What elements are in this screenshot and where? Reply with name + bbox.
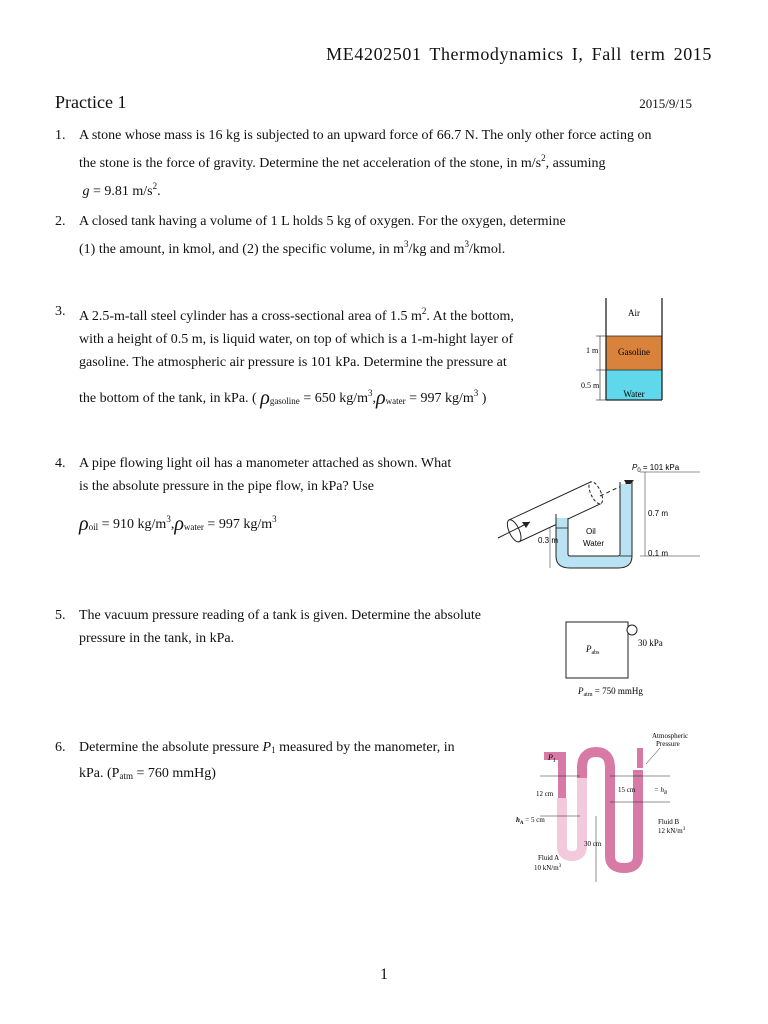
q2-line1: A closed tank having a volume of 1 L holds 5 kg of oxygen. For the oxygen, determine bbox=[79, 214, 566, 229]
q1-line2: the stone is the force of gravity. Determine the net acceleration of the stone, in m/s bbox=[79, 156, 542, 171]
height-01m: 0.1 m bbox=[648, 549, 669, 558]
q1-line2-end: , assuming bbox=[545, 156, 606, 171]
atm-label-1: Atmospheric bbox=[652, 732, 689, 740]
question-number: 4. bbox=[55, 456, 66, 471]
question-number: 1. bbox=[55, 128, 66, 143]
q1-line3: = 9.81 m/s bbox=[89, 184, 153, 199]
height-15cm: 15 cm bbox=[618, 786, 636, 794]
q6-line1: Determine the absolute pressure bbox=[79, 740, 263, 755]
rho-symbol: ρ bbox=[260, 387, 270, 409]
question-number: 5. bbox=[55, 608, 66, 623]
rho-symbol: ρ bbox=[174, 513, 184, 535]
rho-symbol: ρ bbox=[376, 387, 386, 409]
tank-figure bbox=[578, 298, 690, 410]
question-2: 2. A closed tank having a volume of 1 L holds 5 kg of oxygen. For the oxygen, determine (1) the amount, in kmol, and (2) the specific volume, in $m^3/kg$ and $m^3$/kmol. bbox=[55, 210, 735, 261]
page-date: 2015/9/15 bbox=[639, 96, 692, 111]
question-5 bbox=[55, 604, 535, 650]
air-label: Air bbox=[628, 308, 640, 318]
height-12cm: 12 cm bbox=[536, 790, 554, 798]
water-label: Water bbox=[623, 389, 645, 399]
patm-label: $P_{atm} = 750$ mmHg bbox=[578, 686, 643, 698]
q6-line2: kPa. (P bbox=[79, 766, 120, 781]
question-number: 3. bbox=[55, 304, 66, 319]
fluid-b-label: Fluid B bbox=[658, 818, 680, 826]
multi-fluid-manometer-figure bbox=[500, 728, 700, 888]
question-1: 1. A stone whose mass is 16 kg is subjected to an upward force of 66.7 N. The only other force acting on the stone is the force of gravity. Determine the net acceleration of the stone, in $m/s^2$, assuming g = 9.81 $m/s^2$. bbox=[55, 124, 735, 203]
page-title: Practice 1 bbox=[55, 92, 127, 112]
question-3: 3. A 2.5-m-tall steel cylinder has a cross-sectional area of 1.5 $m^2$. At the bottom, with a height of 0.5 m, is liquid water, on top of which is a 1-m-hight layer of gasoline. The atmospheric air pressure is 101 kPa. Determine the pressure at the bottom of the tank, in kPa. ( $\rho_{gasoline} = 650$ $kg/m^3,\rho_{water} = 997$ $kg/m^3$ ) bbox=[55, 300, 575, 413]
height-07m: 0.7 m bbox=[648, 509, 669, 518]
height-1m: 1 m bbox=[586, 346, 599, 355]
pipe-manometer-figure bbox=[490, 458, 700, 570]
q2-line2: (1) the amount, in kmol, and (2) the specific volume, in m bbox=[79, 242, 405, 257]
p1-label: $P_1$ bbox=[548, 753, 556, 764]
q1-line1: A stone whose mass is 16 kg is subjected to an upward force of 66.7 N. The only other force acting on bbox=[79, 128, 652, 143]
q3-line4: the bottom of the tank, in kPa. ( bbox=[79, 391, 257, 406]
page-number: 1 bbox=[380, 966, 388, 983]
pabs-label: $P_{abs}$ bbox=[586, 644, 600, 656]
gauge-reading: 30 kPa bbox=[638, 638, 663, 648]
q3-line2: with a height of 0.5 m, is liquid water, on top of which is a 1-m-hight layer of bbox=[79, 332, 514, 347]
ha-label: $h_A = 5$ cm bbox=[516, 816, 545, 826]
q4-line1: A pipe flowing light oil has a manometer attached as shown. What bbox=[79, 456, 452, 471]
fluid-a-weight: 10 $kN/m^3$ bbox=[534, 864, 562, 872]
height-03m: 0.3 m bbox=[538, 536, 559, 545]
question-6: 6. Determine the absolute pressure $P_1$ measured by the manometer, in kPa. ($P_{atm} = 760$ mmHg) bbox=[55, 736, 515, 788]
gauge-icon bbox=[627, 625, 637, 635]
course-header: ME4202501 Thermodynamics I, Fall term 2015 bbox=[326, 44, 712, 64]
question-number: 6. bbox=[55, 740, 66, 755]
q5-line2: pressure in the tank, in kPa. bbox=[79, 631, 235, 646]
question-number: 2. bbox=[55, 214, 66, 229]
height-30cm: 30 cm bbox=[584, 840, 602, 848]
water-label: Water bbox=[583, 539, 605, 548]
p0-label: $P_0 = 101$ kPa bbox=[632, 463, 680, 474]
gasoline-label: Gasoline bbox=[618, 347, 650, 357]
hb-label: = $h_B$ bbox=[654, 786, 668, 796]
q3-line3: gasoline. The atmospheric air pressure is 101 kPa. Determine the pressure at bbox=[79, 355, 507, 370]
vacuum-tank-figure bbox=[560, 616, 680, 700]
rho-symbol: ρ bbox=[79, 513, 89, 535]
question-4: 4. A pipe flowing light oil has a manometer attached as shown. What is the absolute pressure in the pipe flow, in kPa? Use $\rho_{oil} = 910$ $kg/m^3,\rho_{water} = 997$ $kg/m^3$ bbox=[55, 452, 505, 539]
q3-line1: A 2.5-m-tall steel cylinder has a cross-sectional area of 1.5 m bbox=[79, 309, 422, 324]
q4-line2: is the absolute pressure in the pipe flow, in kPa? Use bbox=[79, 479, 374, 494]
height-05m: 0.5 m bbox=[581, 381, 600, 390]
oil-label: Oil bbox=[586, 527, 596, 536]
fluid-a-label: Fluid A bbox=[538, 854, 560, 862]
q5-line1: The vacuum pressure reading of a tank is given. Determine the absolute bbox=[79, 608, 481, 623]
fluid-b-weight: 12 $kN/m^3$ bbox=[658, 827, 686, 835]
g-symbol: g bbox=[82, 184, 90, 199]
atm-label-2: Pressure bbox=[656, 740, 680, 748]
